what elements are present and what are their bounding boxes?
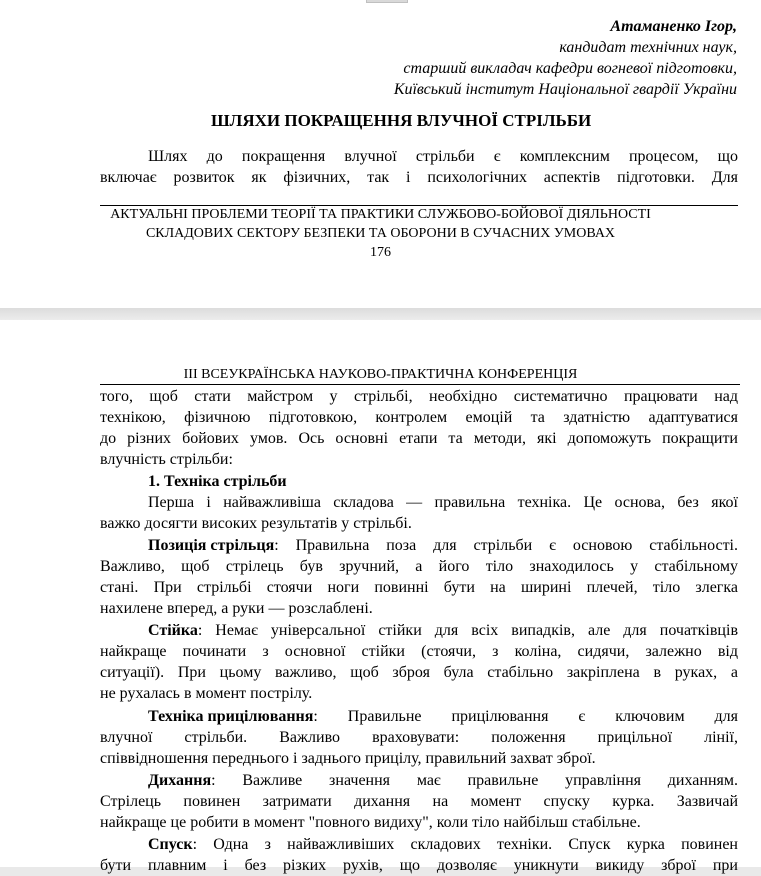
paragraph-text: : Правильна поза для стрільби є основою стабільності. [274, 537, 738, 554]
paragraph-line: ситуації). При цьому важливо, щоб зброя була стабільно закріплена в руках, а [100, 664, 738, 681]
paragraph-text: : Правильне прицілювання є ключовим для [313, 708, 738, 725]
page-gap [0, 308, 761, 320]
paragraph-line: влучність стрільби: [100, 451, 233, 468]
paragraph-line [148, 770, 738, 791]
footer-line-2: СКЛАДОВИХ СЕКТОРУ БЕЗПЕКИ ТА ОБОРОНИ В СУЧАСНИХ УМОВАХ [145, 226, 616, 241]
paragraph-line: до різних бойових умов. Ось основні етапи та методи, які допоможуть покращити [100, 430, 738, 447]
paragraph-line: співвідношення переднього і заднього прицілу, правильний захват зброї. [100, 750, 596, 767]
term-trigger: Спуск [148, 836, 193, 853]
footer-line-1: АКТУАЛЬНІ ПРОБЛЕМИ ТЕОРІЇ ТА ПРАКТИКИ СЛУЖБОВО-БОЙОВОЇ ДІЯЛЬНОСТІ [110, 207, 651, 222]
paragraph-line [148, 620, 738, 641]
paragraph-line: влучної стрільби. Важливо враховувати: положення прицільної лінії, [100, 729, 738, 746]
paragraph-line [148, 535, 738, 556]
term-aiming: Техніка прицілювання [148, 708, 314, 725]
paragraph-line: важко досягти високих результатів у стрільбі. [100, 515, 412, 532]
header-rule [100, 384, 740, 385]
paragraph-line: того, щоб стати майстром у стрільбі, необхідно систематично працювати над [100, 388, 738, 405]
author-degree: кандидат технічних наук, [559, 39, 737, 56]
paragraph-line [148, 834, 738, 855]
paragraph-text: : Одна з найважливіших складових техніки. Спуск курка повинен [192, 836, 738, 853]
author-name: Атаманенко Ігор, [610, 18, 737, 35]
paragraph-text: : Важливе значення має правильне управління диханням. [211, 772, 738, 789]
intro-line: включає розвиток як фізичних, так і психологічних аспектів підготовки. Для [100, 169, 738, 186]
term-breathing: Дихання [148, 772, 212, 789]
paragraph-line: Важливо, щоб стрілець був зручний, а його тіло знаходилось у стабільному [100, 558, 738, 575]
author-institution: Київський інститут Національної гвардії України [393, 81, 737, 98]
paragraph-line: не рухалась в момент пострілу. [100, 685, 313, 702]
paragraph-line [148, 706, 738, 727]
paragraph-line: найкраще починати з основної стійки (стоячи, з коліна, сидячи, залежно від [100, 643, 738, 660]
scroll-thumb[interactable] [366, 0, 408, 3]
paragraph-line: технікою, фізичною підготовкою, контролем емоцій та здатністю адаптуватися [100, 409, 738, 426]
document-page-176 [0, 0, 761, 308]
paragraph-line: Перша і найважливіша складова — правильна техніка. Це основа, без якої [148, 494, 738, 511]
term-stance: Стійка [148, 622, 198, 639]
paragraph-line: найкраще це робити в момент "повного видиху", коли тіло найбільш стабільне. [100, 814, 641, 831]
paragraph-line: стані. При стрільбі стоячи ноги повинні бути на ширині плечей, тіло злегка [100, 579, 738, 596]
running-header: ІІІ ВСЕУКРАЇНСЬКА НАУКОВО-ПРАКТИЧНА КОНФЕРЕНЦІЯ [183, 367, 578, 382]
document-page-177 [0, 320, 761, 874]
term-position: Позиція стрільця [148, 537, 275, 554]
paragraph-line: Стрілець повинен затримати дихання на момент спуску курка. Зазвичай [100, 793, 738, 810]
page-number: 176 [370, 245, 391, 260]
section-heading: 1. Техніка стрільби [148, 473, 287, 490]
author-position: старший викладач кафедри вогневої підготовки, [403, 60, 737, 77]
paragraph-line: нахилене вперед, а руки — розслаблені. [100, 600, 373, 617]
intro-line: Шлях до покращення влучної стрільби є комплексним процесом, що [148, 148, 738, 165]
article-title: ШЛЯХИ ПОКРАЩЕННЯ ВЛУЧНОЇ СТРІЛЬБИ [211, 111, 592, 130]
paragraph-text: : Немає універсальної стійки для всіх випадків, але для початківців [197, 622, 738, 639]
paragraph-line: бути плавним і без різких рухів, що дозволяє уникнути викиду зброї при [100, 857, 738, 874]
